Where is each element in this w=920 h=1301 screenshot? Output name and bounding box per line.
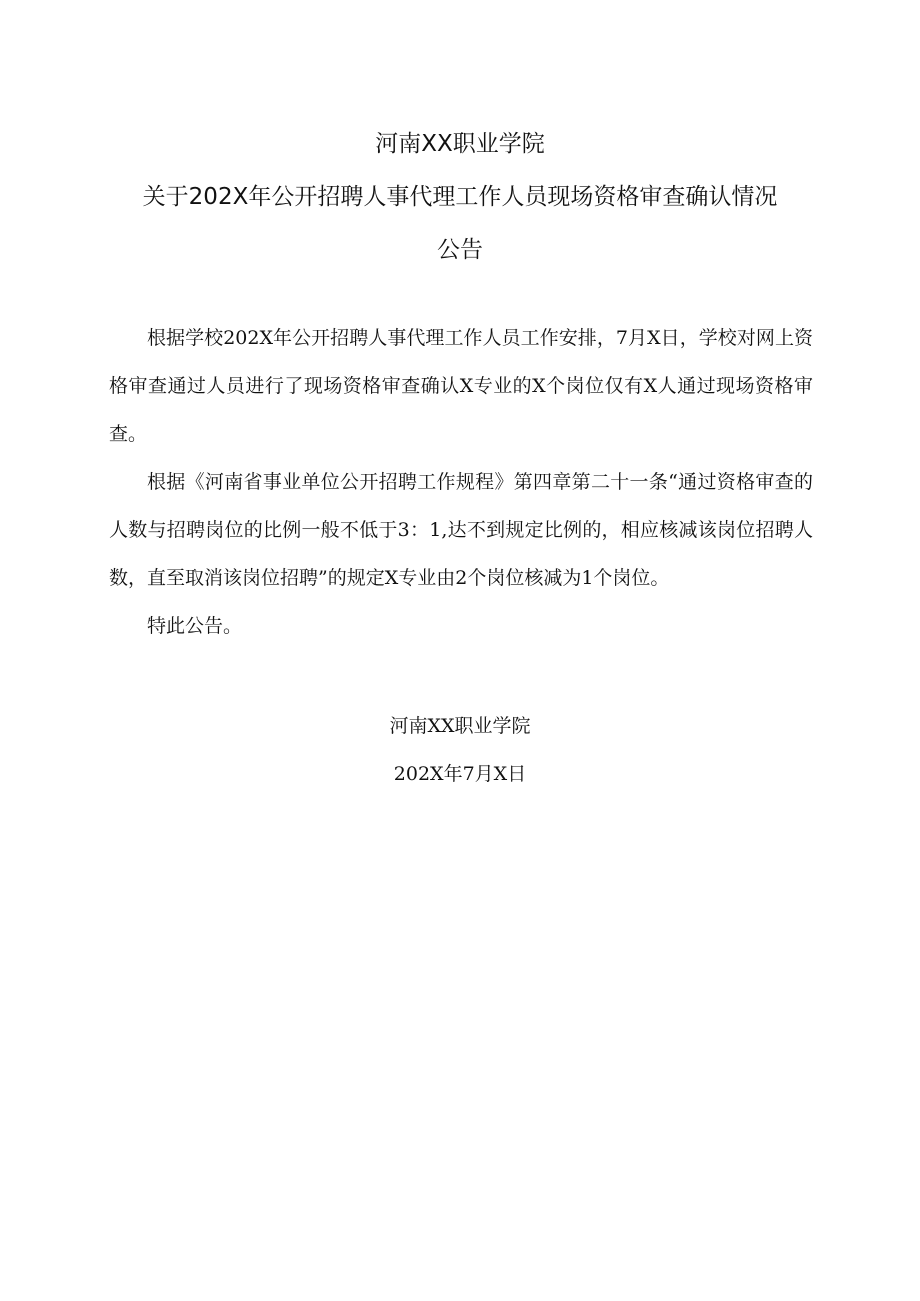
- title-line-subject: 关于202X年公开招聘人事代理工作人员现场资格审查确认情况: [142, 184, 778, 210]
- document-body: [109, 314, 813, 650]
- document-title: [100, 118, 820, 277]
- title-line-type: 公告: [437, 237, 483, 263]
- signature-date: 202X年7月X日: [393, 763, 527, 785]
- body-paragraph-arrangement: 根据学校202X年公开招聘人事代理工作人员工作安排，7月X日，学校对网上资格审查通过人员进行了现场资格审查确认X专业的X个岗位仅有X人通过现场资格审查。: [109, 327, 813, 445]
- signature-organization: 河南XX职业学院: [389, 715, 531, 737]
- body-paragraph-closing: 特此公告。: [147, 615, 243, 637]
- title-line-organization: 河南XX职业学院: [375, 131, 545, 157]
- body-paragraph-regulation: 根据《河南省事业单位公开招聘工作规程》第四章第二十一条“通过资格审查的人数与招聘岗位的比例一般不低于3：1,达不到规定比例的，相应核减该岗位招聘人数，直至取消该岗位招聘”的规定X专业由2个岗位核减为1个岗位。: [109, 471, 813, 589]
